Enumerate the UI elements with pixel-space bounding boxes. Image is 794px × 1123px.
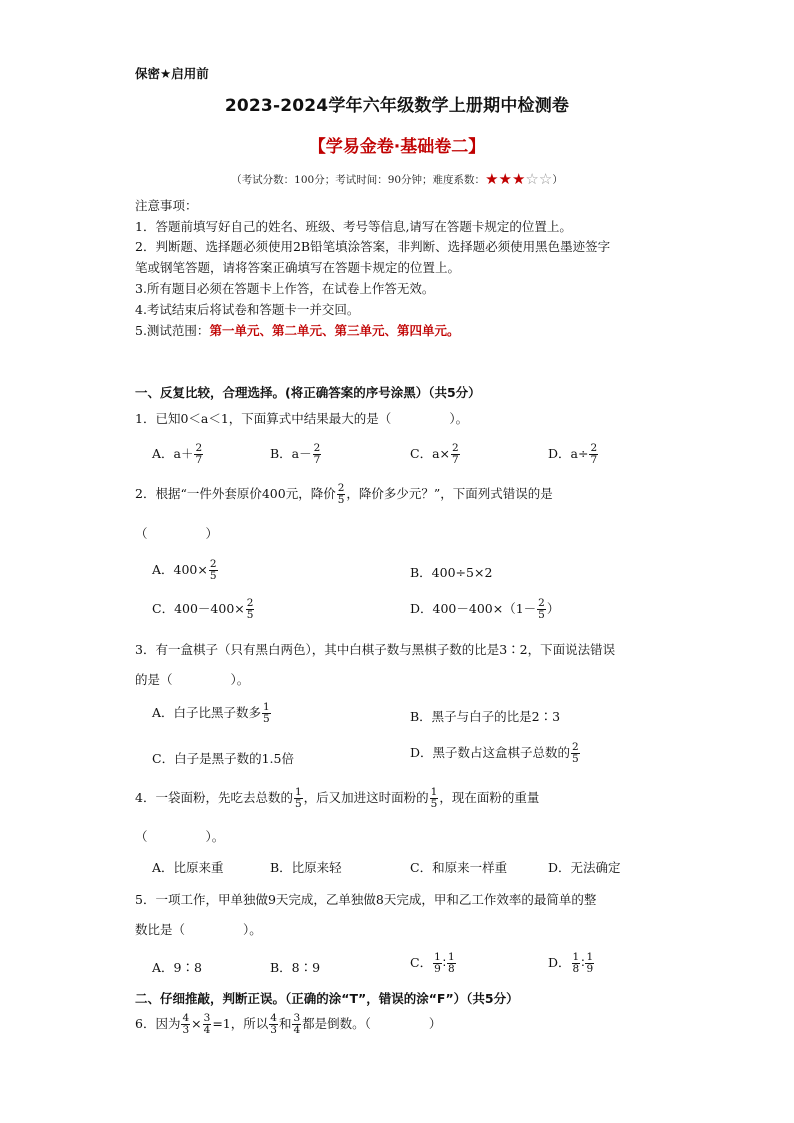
fraction bbox=[537, 598, 546, 621]
denominator: 3 bbox=[182, 1024, 190, 1036]
fraction bbox=[447, 952, 456, 975]
option-label: C．400－400× bbox=[152, 601, 245, 616]
fraction bbox=[246, 598, 255, 621]
q3-option-c[interactable] bbox=[152, 749, 294, 767]
star-filled-icon: ★ bbox=[485, 170, 499, 188]
fraction bbox=[585, 952, 594, 975]
q4-option-d[interactable]: D．无法确定 bbox=[548, 860, 621, 875]
q6-text: =1，所以 bbox=[212, 1016, 269, 1031]
option-label: D．a÷ bbox=[548, 446, 589, 461]
note-scope bbox=[135, 323, 459, 339]
ratio-sign: ∶ bbox=[581, 955, 585, 970]
question-4-paren bbox=[135, 827, 224, 845]
exam-subtitle: 【学易金卷·基础卷二】 bbox=[308, 137, 486, 157]
numerator: 2 bbox=[538, 597, 545, 609]
question-2-paren bbox=[135, 524, 218, 542]
exam-info-close: ） bbox=[552, 174, 563, 186]
q1-stem-end: ）。 bbox=[449, 411, 469, 426]
fraction bbox=[262, 702, 271, 725]
q2-stem-text: 2．根据“一件外套原价400元，降价 bbox=[135, 486, 336, 501]
paren-close: ）。 bbox=[205, 829, 225, 844]
option-label: B．a－ bbox=[270, 446, 312, 461]
q1-option-d[interactable] bbox=[548, 443, 599, 466]
q2-option-c[interactable] bbox=[152, 598, 255, 621]
denominator: 9 bbox=[586, 963, 594, 975]
denominator: 8 bbox=[572, 963, 580, 975]
q3-stem-end: ）。 bbox=[230, 672, 250, 687]
q6-text: 和 bbox=[278, 1016, 292, 1031]
question-1-stem bbox=[135, 409, 468, 427]
numerator: 3 bbox=[203, 1012, 211, 1024]
confidential-label: 保密★启用前 bbox=[135, 66, 209, 81]
q5-stem-text: 数比是（ bbox=[135, 922, 186, 937]
fraction bbox=[292, 1013, 301, 1036]
denominator: 5 bbox=[294, 798, 302, 810]
fraction bbox=[571, 742, 580, 765]
paren-open: （ bbox=[135, 526, 148, 541]
fraction bbox=[181, 1013, 190, 1036]
numerator: 2 bbox=[246, 597, 254, 609]
numerator: 3 bbox=[293, 1012, 301, 1024]
q1-option-c[interactable] bbox=[410, 443, 461, 466]
q3-stem-text: 的是（ bbox=[135, 672, 173, 687]
fraction bbox=[209, 559, 218, 582]
denominator: 5 bbox=[430, 798, 438, 810]
denominator: 4 bbox=[293, 1024, 301, 1036]
section-heading: 一、反复比较，合理选择。(将正确答案的序号涂黑）（共5分） bbox=[135, 385, 481, 400]
q5-option-d[interactable] bbox=[548, 952, 595, 975]
note-item: 4.考试结束后将试卷和答题卡一并交回。 bbox=[135, 302, 360, 317]
option-label: C．白子是黑子数的1.5倍 bbox=[152, 751, 294, 766]
note-item: 3.所有题目必须在答题卡上作答，在试卷上作答无效。 bbox=[135, 281, 435, 296]
denominator: 7 bbox=[195, 454, 203, 466]
option-label: D．400－400×（1－ bbox=[410, 601, 537, 616]
section-heading: 二、仔细推敲，判断正误。（正确的涂“T”，错误的涂“F”）（共5分） bbox=[135, 991, 519, 1006]
fraction bbox=[589, 443, 598, 466]
paren-close: ） bbox=[205, 526, 219, 541]
q1-stem-text: 1．已知0＜a＜1，下面算式中结果最大的是（ bbox=[135, 411, 392, 426]
q3-option-a[interactable] bbox=[152, 702, 272, 725]
note-item: 2．判断题、选择题必须使用2B铅笔填涂答案，非判断、选择题必须使用黑色墨迹签字 bbox=[135, 239, 611, 254]
numerator: 2 bbox=[313, 442, 321, 454]
option-label: C． bbox=[410, 955, 433, 970]
q4-stem-text-mid: ，后又加进这时面粉的 bbox=[303, 790, 429, 805]
denominator: 3 bbox=[270, 1024, 277, 1036]
q4-stem-text-end: ，现在面粉的重量 bbox=[439, 790, 540, 805]
numerator: 2 bbox=[337, 482, 345, 494]
q6-text: 6．因为 bbox=[135, 1016, 181, 1031]
option-tail: ） bbox=[546, 601, 560, 616]
star-filled-icon: ★ bbox=[498, 170, 512, 188]
q2-option-a[interactable] bbox=[152, 559, 219, 582]
denominator: 7 bbox=[590, 454, 598, 466]
exam-title: 2023-2024学年六年级数学上册期中检测卷 bbox=[224, 96, 570, 116]
numerator: 2 bbox=[572, 741, 579, 753]
denominator: 5 bbox=[209, 570, 217, 582]
denominator: 9 bbox=[434, 963, 441, 975]
star-empty-icon: ☆ bbox=[525, 170, 539, 188]
denominator: 7 bbox=[452, 454, 459, 466]
q4-stem-text: 4．一袋面粉，先吃去总数的 bbox=[135, 790, 293, 805]
question-4-stem bbox=[135, 787, 539, 810]
denominator: 7 bbox=[313, 454, 321, 466]
q3-option-d[interactable] bbox=[410, 742, 581, 765]
fraction bbox=[194, 443, 203, 466]
denominator: 5 bbox=[246, 609, 254, 621]
denominator: 5 bbox=[538, 609, 545, 621]
question-3-stem-line2 bbox=[135, 670, 249, 688]
q2-option-b[interactable] bbox=[410, 563, 492, 581]
option-label: A．400× bbox=[152, 562, 208, 577]
fraction bbox=[337, 483, 346, 506]
numerator: 1 bbox=[263, 701, 270, 713]
scope-label: 5.测试范围： bbox=[135, 323, 210, 338]
option-label: C．a× bbox=[410, 446, 450, 461]
q6-text: 都是倒数。（ bbox=[302, 1016, 371, 1031]
q5-stem-end: ）。 bbox=[243, 922, 262, 937]
option-label: A．a＋ bbox=[152, 446, 194, 461]
notes-heading: 注意事项： bbox=[135, 198, 198, 213]
q1-option-a[interactable] bbox=[152, 443, 204, 466]
numerator: 1 bbox=[586, 951, 594, 963]
q2-stem-text-end: ，降价多少元？”，下面列式错误的是 bbox=[346, 486, 553, 501]
fraction bbox=[269, 1013, 278, 1036]
numerator: 1 bbox=[572, 951, 580, 963]
q4-option-a[interactable]: A．比原来重 bbox=[152, 860, 224, 875]
q4-option-b[interactable]: B．比原来轻 bbox=[270, 860, 342, 875]
numerator: 1 bbox=[430, 786, 438, 798]
q5-option-b[interactable]: B．8∶9 bbox=[270, 960, 321, 975]
paren-open: （ bbox=[135, 829, 148, 844]
numerator: 2 bbox=[452, 442, 459, 454]
q5-option-a[interactable]: A．9∶8 bbox=[152, 960, 202, 975]
question-5-stem: 5．一项工作，甲单独做9天完成，乙单独做8天完成，甲和乙工作效率的最简单的整 bbox=[135, 892, 597, 907]
numerator: 4 bbox=[270, 1012, 277, 1024]
option-label: B．黑子与白子的比是2∶3 bbox=[410, 709, 561, 724]
q5-option-c[interactable] bbox=[410, 952, 457, 975]
option-label: D． bbox=[548, 955, 571, 970]
exam-info-text: （考试分数：100分；考试时间：90分钟；难度系数： bbox=[231, 174, 486, 186]
fraction bbox=[451, 443, 460, 466]
exam-info bbox=[0, 172, 794, 187]
denominator: 4 bbox=[203, 1024, 211, 1036]
note-item: 1．答题前填写好自己的姓名、班级、考号等信息,请写在答题卡规定的位置上。 bbox=[135, 219, 572, 234]
q4-option-c[interactable]: C．和原来一样重 bbox=[410, 860, 508, 875]
numerator: 2 bbox=[590, 442, 598, 454]
option-label: A．白子比黑子数多 bbox=[152, 705, 262, 720]
star-filled-icon: ★ bbox=[511, 170, 526, 188]
q6-paren-close: ） bbox=[428, 1016, 442, 1031]
option-label: B．400÷5×2 bbox=[410, 565, 493, 580]
ratio-sign: ∶ bbox=[442, 955, 447, 970]
q1-option-b[interactable] bbox=[270, 443, 322, 466]
fraction bbox=[433, 952, 442, 975]
denominator: 5 bbox=[572, 753, 579, 765]
fraction bbox=[430, 787, 439, 810]
numerator: 4 bbox=[182, 1012, 190, 1024]
question-5-stem-line2 bbox=[135, 920, 262, 938]
q3-option-b[interactable] bbox=[410, 707, 560, 725]
denominator: 8 bbox=[448, 963, 455, 975]
denominator: 5 bbox=[263, 713, 270, 725]
denominator: 5 bbox=[337, 494, 345, 506]
numerator: 1 bbox=[448, 951, 455, 963]
fraction bbox=[313, 443, 322, 466]
fraction bbox=[294, 787, 303, 810]
difficulty-stars bbox=[485, 170, 553, 188]
fraction bbox=[572, 952, 581, 975]
numerator: 1 bbox=[294, 786, 302, 798]
question-6-stem bbox=[135, 1013, 441, 1036]
option-label: D．黑子数占这盒棋子总数的 bbox=[410, 745, 571, 760]
star-empty-icon: ☆ bbox=[538, 170, 553, 188]
note-item: 笔或钢笔答题，请将答案正确填写在答题卡规定的位置上。 bbox=[135, 260, 461, 275]
question-2-stem bbox=[135, 483, 553, 506]
question-3-stem: 3．有一盒棋子（只有黑白两色），其中白棋子数与黑棋子数的比是3∶2，下面说法错误 bbox=[135, 642, 616, 657]
numerator: 1 bbox=[434, 951, 441, 963]
scope-value: 第一单元、第二单元、第三单元、第四单元。 bbox=[209, 323, 460, 338]
times-sign: × bbox=[191, 1016, 202, 1031]
fraction bbox=[203, 1013, 212, 1036]
numerator: 2 bbox=[195, 442, 203, 454]
numerator: 2 bbox=[209, 558, 217, 570]
q2-option-d[interactable] bbox=[410, 598, 559, 621]
